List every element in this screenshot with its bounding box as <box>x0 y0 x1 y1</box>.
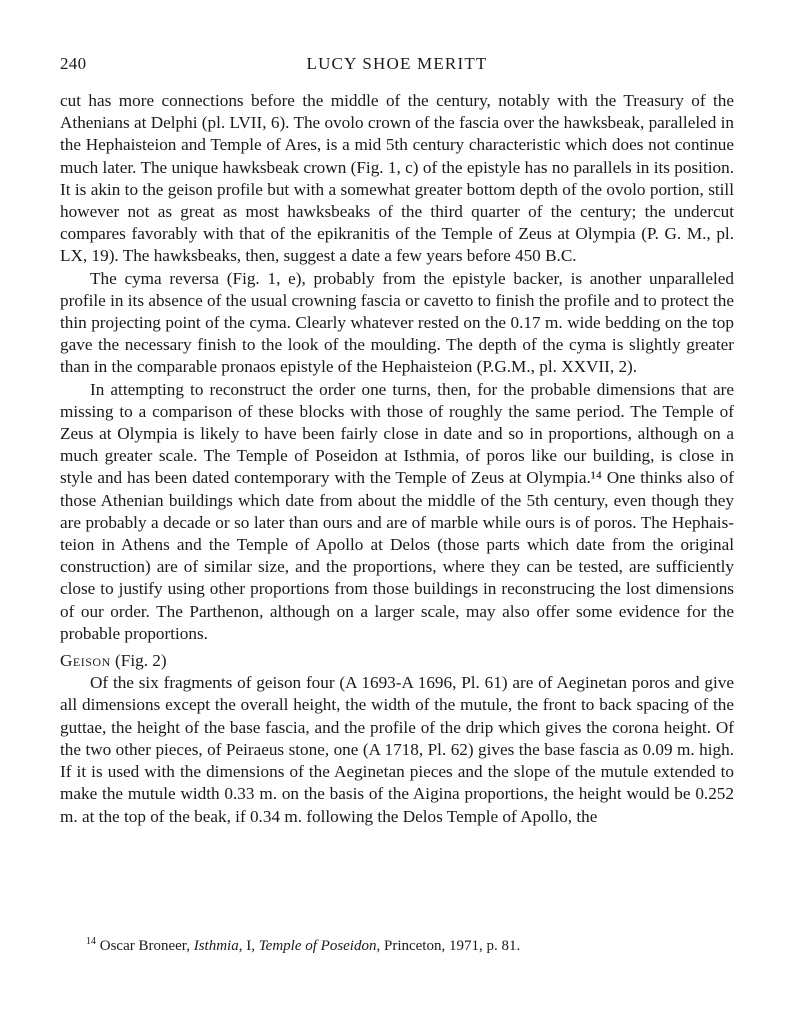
paragraph-2: The cyma reversa (Fig. 1, e), probably from the epistyle backer, is another unparalleled profile in its absence of the usual crowning fascia or cavetto to finish the profile and to protect the thin projecting point of the cyma. Clearly whatever rested on the 0.17 m. wide bedding on the top gave the necessary finish to the look of the moulding. The depth of the cyma is slightly greater than in the comparable pronaos epistyle of the Hephaisteion (P.G.M., pl. XXVII, 2). <box>60 268 734 377</box>
paragraph-3: In attempting to reconstruct the order one turns, then, for the probable dimensions that are missing to a comparison of these blocks with those of roughly the same period. The Temple of Zeus at Olympia is likely to have been fairly close in date and so in proportions, although on a much greater scale. The Temple of Poseidon at Isthmia, of poros like our building, is close in style and has been dated contemporary with the Temple of Zeus at Olympia.¹⁴ One thinks also of those Athenian buildings which date from about the middle of the 5th century, even though they are probably a decade or so later than ours and are of marble while ours is of poros. The Hephaisteion in Athens and the Temple of Apollo at Delos (those parts which date from the original construction) are of similar size, and the proportions, where they can be tested, are sufficiently close to justify using other proportions from those buildings in reconstrucing the lost dimensions of our order. The Parthenon, although on a larger scale, may also offer some evidence for the probable proportions. <box>60 379 734 643</box>
footnote-rest: , Princeton, 1971, p. 81. <box>376 938 521 954</box>
page-header <box>60 54 734 76</box>
section-heading-geison <box>60 650 734 672</box>
footnote <box>86 936 726 956</box>
footnote-number: 14 <box>86 936 96 947</box>
footnote-author: Oscar Broneer, <box>99 938 194 954</box>
footnote-work: Isthmia <box>193 938 239 954</box>
footnote-subtitle: Temple of Poseidon <box>258 938 377 954</box>
section-heading-title: Geison <box>60 651 111 671</box>
paragraph-4: Of the six fragments of geison four (A 1693-A 1696, Pl. 61) are of Aeginetan poros and give all dimensions except the overall height, the width of the mutule, the front to back spacing of the guttae, the height of the base fascia, and the profile of the drip which gives the corona height. Of the two other pieces, of Peiraeus stone, one (A 1718, Pl. 62) gives the base fascia as 0.09 m. high. If it is used with the dimensions of the Aeginetan pieces and the slope of the mutule extended to make the mutule width 0.33 m. on the basis of the Aigina proportions, the height would be 0.252 m. at the top of the beak, if 0.34 m. following the Delos Temple of Apollo, the <box>60 673 734 826</box>
footnote-volume: , I, <box>238 938 259 954</box>
paragraph-1: cut has more connections before the middle of the century, notably with the Treasury of the Athenians at Delphi (pl. LVII, 6). The ovolo crown of the fascia over the hawksbeak, paralleled in the Hephaisteion and Temple of Ares, is a mid 5th century characteristic which does not continue much later. The unique hawksbeak crown (Fig. 1, c) of the epistyle has no parallels in its position. It is akin to the geison profile but with a somewhat greater bottom depth of the ovolo portion, still however not as great as most hawksbeaks of the third quarter of the century; the undercut compares favorably with that of the epikranitis of the Temple of Zeus at Olympia (P. G. M., pl. LX, 19). The hawksbeaks, then, suggest a date a few years before 450 B.C. <box>60 91 734 266</box>
running-head: LUCY SHOE MERITT <box>306 54 488 73</box>
section-heading-ref: (Fig. 2) <box>115 651 167 671</box>
page-number: 240 <box>60 54 87 73</box>
body-text <box>60 90 734 828</box>
